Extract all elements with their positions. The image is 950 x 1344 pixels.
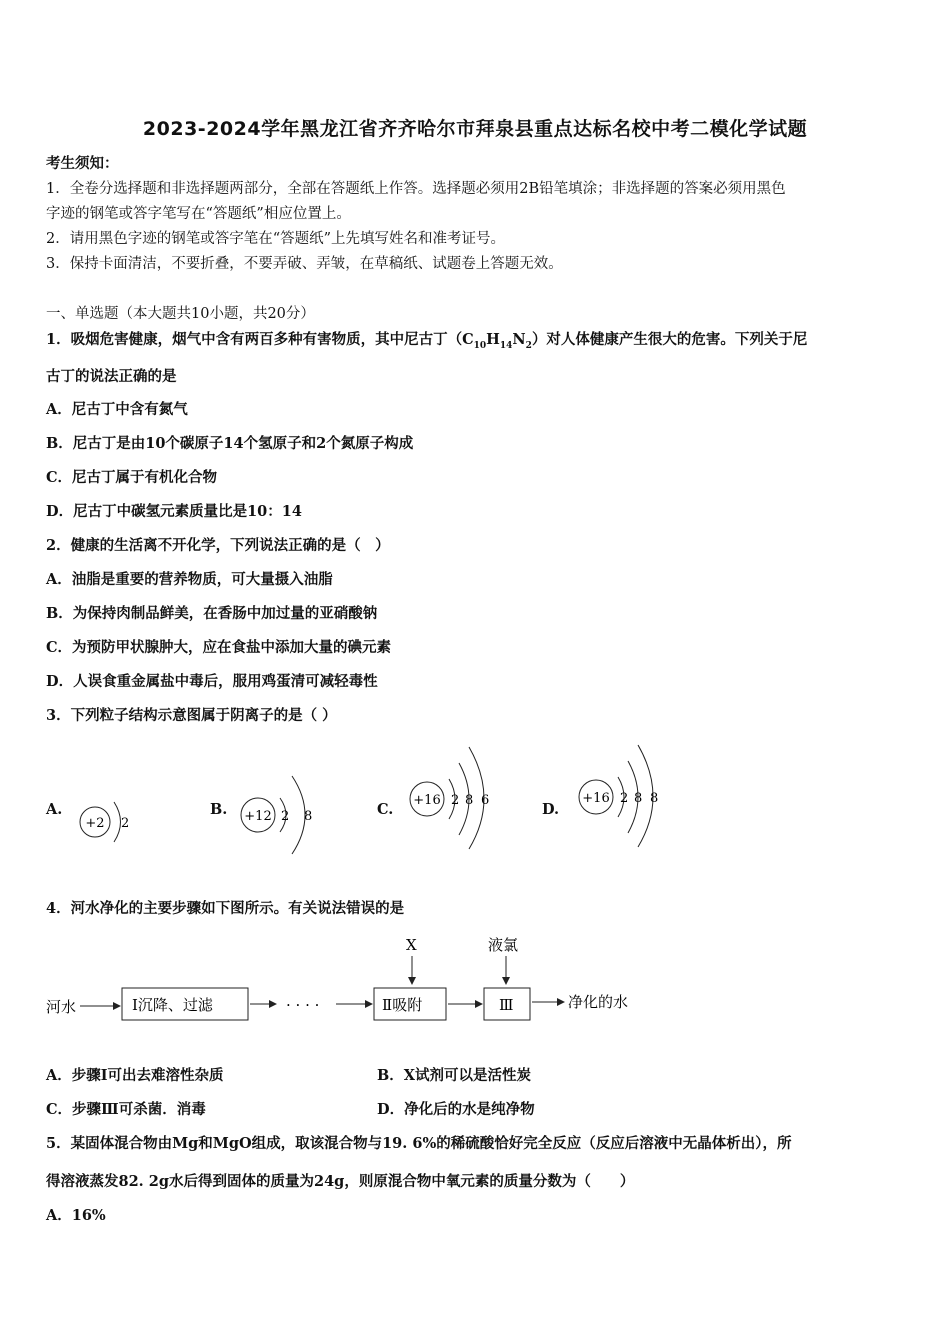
shell-electrons: 2 — [121, 816, 130, 831]
subscript: 10 — [473, 340, 487, 351]
q4-option-a: A．步骤Ⅰ可出去难溶性杂质 — [46, 1067, 224, 1084]
q3-option-a-letter: A. — [46, 801, 63, 818]
flow-ellipsis: · · · · — [286, 996, 320, 1014]
atom-diagram-c — [405, 745, 505, 850]
q3-option-c-letter: C. — [377, 801, 394, 818]
water-purification-flowchart — [40, 930, 660, 1030]
question-5-stem-cont: 得溶液蒸发82. 2g水后得到固体的质量为24g，则原混合物中氧元素的质量分数为（ ） — [46, 1173, 635, 1190]
atom-diagram-a — [75, 790, 135, 850]
question-1-stem-cont: 古丁的说法正确的是 — [46, 368, 177, 385]
nucleus-charge: +16 — [582, 791, 610, 806]
q1-stem-part: 1．吸烟危害健康，烟气中含有两百多种有害物质，其中尼古丁（C — [46, 331, 474, 348]
page-title: 2023-2024学年黑龙江省齐齐哈尔市拜泉县重点达标名校中考二模化学试题 — [142, 118, 808, 140]
subscript: 14 — [499, 340, 513, 351]
shell-electrons: 8 — [465, 793, 474, 808]
q1-option-d: D．尼古丁中碳氢元素质量比是10：14 — [46, 503, 302, 520]
q1-option-a: A．尼古丁中含有氮气 — [46, 401, 188, 418]
shell-electrons: 2 — [451, 793, 460, 808]
shell-electrons: 2 — [281, 809, 290, 824]
q2-option-c: C．为预防甲状腺肿大，应在食盐中添加大量的碘元素 — [46, 639, 392, 656]
question-1-stem — [46, 328, 807, 351]
shell-electrons: 6 — [481, 793, 490, 808]
question-5-stem: 5．某固体混合物由Mg和MgO组成，取该混合物与19. 6%的稀硫酸恰好完全反应（反应后溶液中无晶体析出），所 — [46, 1135, 792, 1152]
notice-item: 2．请用黑色字迹的钢笔或答字笔在“答题纸”上先填写姓名和准考证号。 — [46, 231, 506, 247]
shell-electrons: 8 — [304, 809, 313, 824]
nucleus-charge: +2 — [85, 816, 105, 831]
q1-option-c: C．尼古丁属于有机化合物 — [46, 469, 218, 486]
flow-output-label: 净化的水 — [568, 993, 629, 1011]
atom-diagram-b — [236, 770, 326, 860]
q5-option-a: A．16% — [46, 1207, 106, 1224]
notice-item: 1．全卷分选择题和非选择题两部分，全部在答题纸上作答。选择题必须用2B铅笔填涂；非选择题的答案必须用黑色 — [46, 181, 786, 197]
question-4-stem: 4．河水净化的主要步骤如下图所示。有关说法错误的是 — [46, 900, 405, 917]
shell-electrons: 8 — [634, 791, 643, 806]
q2-option-d: D．人误食重金属盐中毒后，服用鸡蛋清可减轻毒性 — [46, 673, 378, 690]
shell-electrons: 2 — [620, 791, 629, 806]
flow-reagent-x: X — [406, 936, 417, 954]
q4-option-b: B．X试剂可以是活性炭 — [377, 1067, 532, 1084]
notice-item: 3．保持卡面清洁，不要折叠，不要弄破、弄皱，在草稿纸、试题卷上答题无效。 — [46, 256, 563, 272]
q3-option-b-letter: B. — [210, 801, 228, 818]
q3-option-d-letter: D. — [542, 801, 560, 818]
flow-step-1-label: Ⅰ沉降、过滤 — [132, 996, 213, 1014]
question-2-stem: 2．健康的生活离不开化学，下列说法正确的是（ ） — [46, 537, 390, 554]
q2-option-b: B．为保持肉制品鲜美，在香肠中加过量的亚硝酸钠 — [46, 605, 378, 622]
shell-electrons: 8 — [650, 791, 659, 806]
q1-formula-h: H — [486, 331, 500, 348]
q1-stem-part: ）对人体健康产生很大的危害。下列关于尼 — [531, 331, 808, 348]
question-3-stem: 3．下列粒子结构示意图属于阴离子的是（ ） — [46, 707, 337, 724]
nucleus-charge: +12 — [244, 809, 272, 824]
q4-option-d: D．净化后的水是纯净物 — [377, 1101, 535, 1118]
q4-option-c: C．步骤Ⅲ可杀菌．消毒 — [46, 1101, 206, 1118]
notice-heading: 考生须知： — [46, 155, 119, 172]
section-heading: 一、单选题（本大题共10小题，共20分） — [46, 306, 315, 322]
flow-step-3-label: Ⅲ — [499, 996, 514, 1014]
q2-option-a: A．油脂是重要的营养物质，可大量摄入油脂 — [46, 571, 333, 588]
flow-step-2-label: Ⅱ吸附 — [382, 996, 423, 1014]
subscript: 2 — [525, 340, 532, 351]
atom-diagram-d — [575, 743, 675, 848]
flow-input-label: 河水 — [46, 998, 77, 1016]
notice-item: 字迹的钢笔或答字笔写在“答题纸”相应位置上。 — [46, 206, 351, 222]
nucleus-charge: +16 — [413, 793, 441, 808]
flow-reagent-chlorine: 液氯 — [488, 936, 519, 954]
q1-option-b: B．尼古丁是由10个碳原子14个氢原子和2个氮原子构成 — [46, 435, 414, 452]
electron-shell — [114, 802, 121, 842]
q1-formula-n: N — [512, 331, 526, 348]
